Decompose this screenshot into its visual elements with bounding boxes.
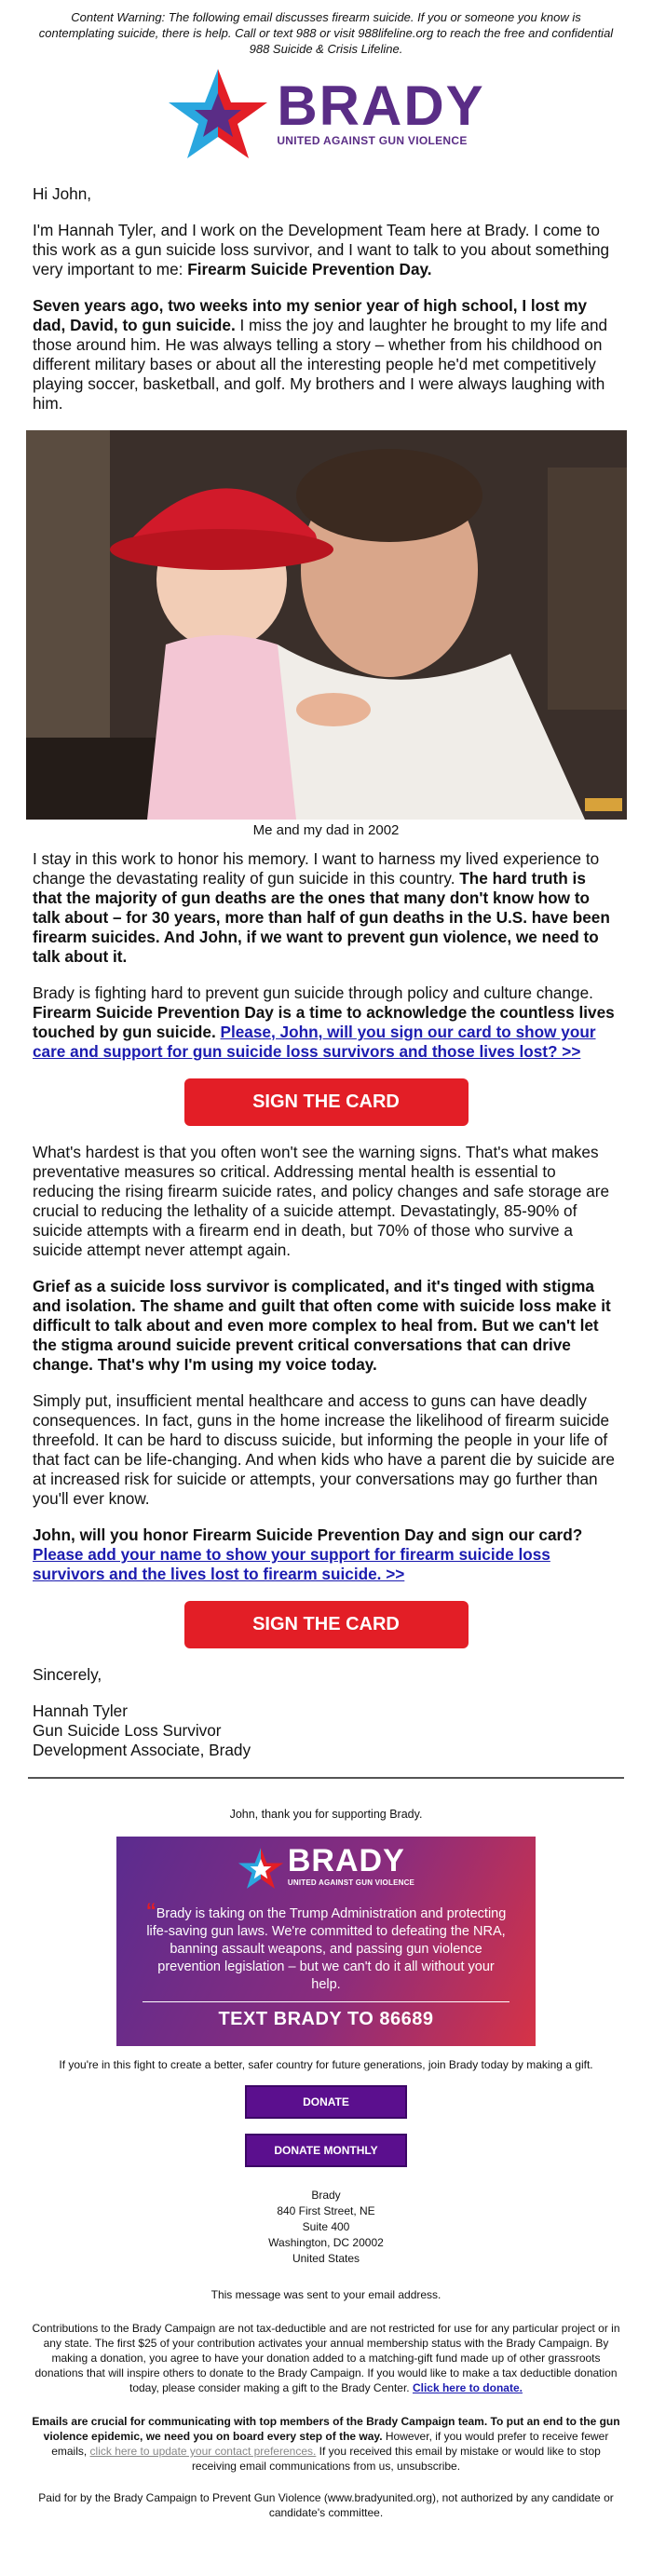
paragraph-memory xyxy=(33,849,619,967)
banner-star-icon xyxy=(238,1847,284,1890)
disclaimer-text: Contributions to the Brady Campaign are not tax-deductible and are not restricted for use for any particular project or in any state. The first $25 of your contribution activates your annual membership status with the Brady Campaign. By making a donation, you agree to have your donation added to a matching-gift fund made up of other grassroots donations that will inspire others to donate to the Brady Campaign. If you would like to make a tax deductible donation today, please consider making a gift to the Brady Center. xyxy=(32,2322,620,2394)
sign-card-button-1[interactable]: SIGN THE CARD xyxy=(184,1078,469,1126)
mailing-address xyxy=(28,2188,624,2267)
paragraph-story xyxy=(33,296,619,414)
address-line: Suite 400 xyxy=(302,2220,350,2233)
signoff: Sincerely, xyxy=(33,1665,102,1684)
unsubscribe-text[interactable]: If you received this email by mistake or would like to stop receiving email communications from us, unsubscribe. xyxy=(191,2445,601,2473)
content-warning: Content Warning: The following email discusses firearm suicide. If you or someone you know is contemplating suicide, there is help. Call or text 988 or visit 988lifeline.org to reach the free and confidential 988 Suicide & Crisis Lifeline. xyxy=(38,10,614,56)
signature-name: Hannah Tyler xyxy=(33,1702,128,1720)
banner-wordmark: BRADY xyxy=(287,1843,405,1878)
grief-bold: Grief as a suicide loss survivor is complicated, and it's tinged with stigma and isolation. The shame and guilt that often come with suicide loss make it difficult to talk about and even more complex to heal from. But we can't let the stigma around suicide prevent critical conversations that can drive change. That's why I'm using my voice today. xyxy=(33,1277,611,1374)
brady-logo[interactable] xyxy=(0,69,652,158)
story-text: I miss the joy and laughter he brought to my life and those around him. He was always telling a story – whether from his childhood on different military bases or about all the interesting people he'd met competitively playing soccer, basketball, and golf. My brothers and I were always laughing with him. xyxy=(33,316,608,413)
donate-monthly-button[interactable]: DONATE MONTHLY xyxy=(245,2134,407,2167)
banner-text-cta: TEXT BRADY TO 86689 xyxy=(218,2009,434,2029)
cta-wrap-1 xyxy=(33,1078,619,1126)
paid-for-notice: Paid for by the Brady Campaign to Prevent Gun Violence (www.bradyunited.org), not authorized by any candidate or candidate's committee. xyxy=(38,2491,614,2519)
address-line: Brady xyxy=(311,2189,341,2202)
fight-text: If you're in this fight to create a better, safer country for future generations, join Brady today by making a gift. xyxy=(59,2058,593,2071)
donate-wrap xyxy=(28,2085,624,2119)
footer-thanks: John, thank you for supporting Brady. xyxy=(229,1808,423,1821)
memory-bold: The hard truth is that the majority of gun deaths are the ones that many don't know how to talk about – for 30 years, more than half of gun deaths in the U.S. have been firearm suicides. And John, if we want to prevent gun violence, we need to talk about it. xyxy=(33,869,610,966)
memory-text: I stay in this work to honor his memory. I want to harness my lived experience to change the devastating reality of gun suicide in this country. xyxy=(33,849,600,888)
banner-divider xyxy=(143,2001,509,2002)
signature-role: Gun Suicide Loss Survivor xyxy=(33,1721,222,1740)
paragraph-intro xyxy=(33,221,619,279)
banner-tagline: UNITED AGAINST GUN VIOLENCE xyxy=(287,1878,415,1887)
sign-card-button-2[interactable]: SIGN THE CARD xyxy=(184,1601,469,1648)
ask-bold: John, will you honor Firearm Suicide Prevention Day and sign our card? xyxy=(33,1525,583,1544)
cta-wrap-2 xyxy=(33,1601,619,1648)
address-line: United States xyxy=(292,2252,360,2265)
sign-card-link-2[interactable]: Please add your name to show your support for firearm suicide loss survivors and the lives lost to firearm suicide. >> xyxy=(33,1545,550,1583)
sent-to-notice: This message was sent to your email address. xyxy=(211,2288,441,2301)
address-line: Washington, DC 20002 xyxy=(268,2236,384,2249)
letter-body xyxy=(0,184,652,414)
donate-button[interactable]: DONATE xyxy=(245,2085,407,2119)
story-bold: Seven years ago, two weeks into my senior year of high school, I lost my dad, David, to gun suicide. xyxy=(33,296,588,334)
signature-title: Development Associate, Brady xyxy=(33,1741,251,1759)
intro-bold: Firearm Suicide Prevention Day. xyxy=(187,260,432,278)
text-brady-banner[interactable] xyxy=(116,1837,536,2046)
quote-mark-icon: “ xyxy=(145,1899,156,1922)
fighting-text: Brady is fighting hard to prevent gun suicide through policy and culture change. xyxy=(33,983,593,1002)
star-logo-icon xyxy=(167,67,269,160)
emails-text: However, if you would prefer to receive fewer emails, xyxy=(51,2430,609,2458)
disclaimer xyxy=(28,2321,624,2395)
family-photo xyxy=(26,430,627,820)
logo-wordmark: BRADY xyxy=(277,75,485,137)
contact-preferences-link[interactable]: click here to update your contact preferences. xyxy=(89,2445,317,2458)
banner-quote-text: Brady is taking on the Trump Administration and protecting life-saving gun laws. We're committed to defeating the NRA, banning assault weapons, and passing gun violence prevention legislation – but we can't do it all without your help. xyxy=(146,1906,507,1992)
signature-block xyxy=(33,1702,619,1760)
fighting-bold: Firearm Suicide Prevention Day is a time to acknowledge the countless lives touched by gun suicide. xyxy=(33,1003,615,1041)
photo-caption: Me and my dad in 2002 xyxy=(252,822,400,838)
logo-tagline: UNITED AGAINST GUN VIOLENCE xyxy=(277,134,468,147)
email-preferences xyxy=(28,2414,624,2474)
banner-quote xyxy=(116,1899,536,1994)
letter-body-2 xyxy=(0,849,652,1760)
email-footer xyxy=(0,1807,652,2539)
address-line: 840 First Street, NE xyxy=(277,2204,375,2217)
paragraph-fighting xyxy=(33,983,619,1062)
emails-bold: Emails are crucial for communicating with top members of the Brady Campaign team. To put an end to the gun violence epidemic, we need you on board every step of the way. xyxy=(32,2415,620,2443)
greeting: Hi John, xyxy=(33,184,92,203)
banner-logo xyxy=(116,1843,536,1891)
sign-card-link-1[interactable]: Please, John, will you sign our card to show your care and support for gun suicide loss survivors and those lives lost? >> xyxy=(33,1023,596,1061)
paragraph-grief xyxy=(33,1277,619,1375)
paragraph-access: Simply put, insufficient mental healthcare and access to guns can have deadly consequences. In fact, guns in the home increase the likelihood of firearm suicide threefold. It can be hard to discuss suicide, but informing the people in your life of that fact can be life-changing. And when kids who have a parent die by suicide are at increased risk for suicide or attempts, your conversations may go further than you'll ever know. xyxy=(33,1391,615,1508)
paragraph-ask xyxy=(33,1525,619,1584)
donate-center-link[interactable]: Click here to donate. xyxy=(412,2381,523,2394)
intro-text: I'm Hannah Tyler, and I work on the Development Team here at Brady. I come to this work as a gun suicide loss survivor, and I want to talk to you about something very important to me: xyxy=(33,221,610,278)
donate-monthly-wrap xyxy=(28,2134,624,2167)
footer-divider xyxy=(28,1777,624,1779)
paragraph-warning-signs: What's hardest is that you often won't see the warning signs. That's what makes preventative measures so critical. Addressing mental health is essential to reducing the rising firearm suicide rates, and policy changes and safe storage are crucial to reducing the lethality of a suicide attempt. Devastatingly, 85-90% of suicide attempts with a firearm end in death, but 70% of those who survive a suicide attempt never attempt again. xyxy=(33,1143,610,1259)
